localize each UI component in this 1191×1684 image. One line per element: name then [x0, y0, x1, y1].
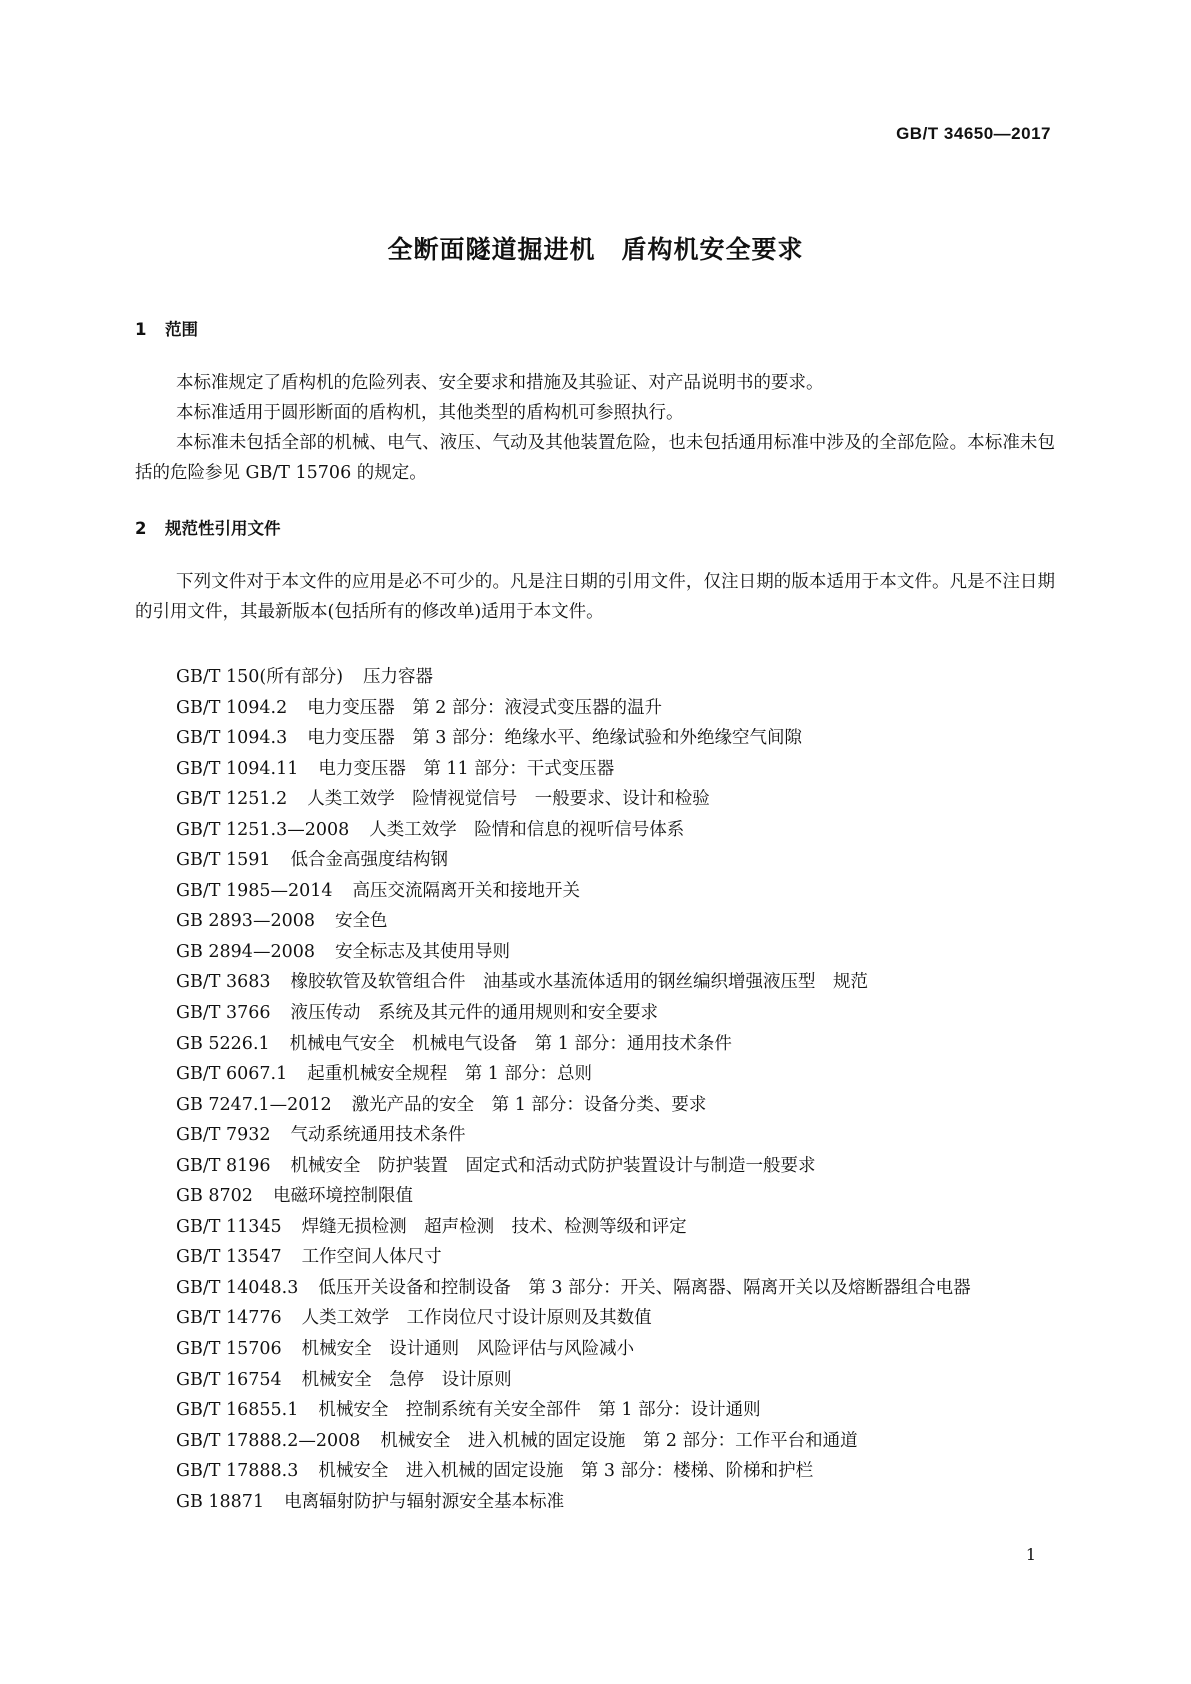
- reference-item: [176, 1303, 1076, 1334]
- reference-item: [176, 693, 1076, 724]
- reference-item: [176, 1120, 1076, 1151]
- reference-item: [176, 876, 1076, 907]
- section-1-heading: [135, 316, 198, 340]
- reference-item: [176, 906, 1076, 937]
- reference-item: [176, 1334, 1076, 1365]
- reference-item: [176, 815, 1076, 846]
- reference-item: [176, 937, 1076, 968]
- reference-title: 机械安全 设计通则 风险评估与风险减小: [301, 1339, 635, 1360]
- reference-code: GB/T 14776: [176, 1308, 282, 1329]
- reference-item: [176, 1151, 1076, 1182]
- section-1-body: [135, 368, 1055, 488]
- paragraph: 本标准适用于圆形断面的盾构机，其他类型的盾构机可参照执行。: [176, 403, 684, 423]
- reference-code: GB/T 8196: [176, 1155, 271, 1176]
- reference-code: GB/T 1094.3: [176, 728, 288, 749]
- reference-item: [176, 845, 1076, 876]
- reference-code: GB 2893—2008: [176, 911, 315, 932]
- reference-item: [176, 1059, 1076, 1090]
- reference-code: GB 5226.1: [176, 1033, 270, 1054]
- reference-title: 压力容器: [363, 667, 434, 687]
- reference-title: 低压开关设备和控制设备 第 3 部分：开关、隔离器、隔离开关以及熔断器组合电器: [318, 1277, 971, 1298]
- reference-title: 电离辐射防护与辐射源安全基本标准: [284, 1491, 565, 1512]
- reference-code: GB/T 7932: [176, 1125, 271, 1146]
- reference-title: 机械安全 急停 设计原则: [301, 1369, 512, 1390]
- paragraph: 下列文件对于本文件的应用是必不可少的。凡是注日期的引用文件，仅注日期的版本适用于本文件。凡是不注日期的引用文件，其最新版本(包括所有的修改单)适用于本文件。: [135, 572, 1055, 622]
- reference-code: GB 8702: [176, 1186, 253, 1207]
- page-number: 1: [1025, 1545, 1036, 1564]
- reference-title: 人类工效学 工作岗位尺寸设计原则及其数值: [301, 1308, 652, 1329]
- reference-title: 液压传动 系统及其元件的通用规则和安全要求: [290, 1003, 659, 1024]
- reference-title: 电力变压器 第 2 部分：液浸式变压器的温升: [307, 697, 662, 718]
- reference-code: GB/T 150(所有部分): [176, 667, 344, 687]
- reference-item: [176, 998, 1076, 1029]
- reference-code: GB/T 16855.1: [176, 1400, 299, 1421]
- section-2-heading: [135, 515, 281, 539]
- reference-title: 机械电气安全 机械电气设备 第 1 部分：通用技术条件: [289, 1033, 732, 1054]
- reference-item: [176, 1487, 1076, 1518]
- reference-code: GB/T 17888.3: [176, 1461, 299, 1482]
- reference-title: 工作空间人体尺寸: [301, 1247, 442, 1268]
- reference-title: 人类工效学 险情视觉信号 一般要求、设计和检验: [307, 789, 710, 810]
- reference-code: GB/T 13547: [176, 1247, 282, 1268]
- reference-item: [176, 1365, 1076, 1396]
- reference-item: [176, 1242, 1076, 1273]
- reference-title: 机械安全 进入机械的固定设施 第 3 部分：楼梯、阶梯和护栏: [318, 1461, 814, 1482]
- reference-item: [176, 1029, 1076, 1060]
- reference-item: [176, 1090, 1076, 1121]
- reference-item: [176, 662, 1076, 693]
- reference-title: 安全标志及其使用导则: [334, 941, 510, 962]
- paragraph: 本标准规定了盾构机的危险列表、安全要求和措施及其验证、对产品说明书的要求。: [176, 373, 824, 393]
- reference-item: [176, 1456, 1076, 1487]
- reference-item: [176, 967, 1076, 998]
- reference-item: [176, 754, 1076, 785]
- reference-code: GB 18871: [176, 1491, 265, 1512]
- reference-title: 机械安全 进入机械的固定设施 第 2 部分：工作平台和通道: [380, 1430, 858, 1451]
- standard-number: GB/T 34650—2017: [896, 124, 1051, 143]
- paragraph: 本标准未包括全部的机械、电气、液压、气动及其他装置危险，也未包括通用标准中涉及的全部危险。本标准未包括的危险参见 GB/T 15706 的规定。: [135, 433, 1055, 483]
- reference-title: 橡胶软管及软管组合件 油基或水基流体适用的钢丝编织增强液压型 规范: [290, 972, 869, 993]
- reference-item: [176, 723, 1076, 754]
- reference-title: 高压交流隔离开关和接地开关: [352, 880, 581, 901]
- reference-title: 电磁环境控制限值: [272, 1186, 413, 1207]
- reference-title: 气动系统通用技术条件: [290, 1125, 466, 1146]
- reference-code: GB/T 11345: [176, 1216, 282, 1237]
- document-title: 全断面隧道掘进机 盾构机安全要求: [387, 235, 804, 264]
- reference-code: GB/T 17888.2—2008: [176, 1430, 361, 1451]
- reference-title: 人类工效学 险情和信息的视听信号体系: [369, 819, 685, 840]
- reference-item: [176, 784, 1076, 815]
- section-number: 2: [135, 519, 147, 538]
- reference-code: GB/T 1251.2: [176, 789, 288, 810]
- reference-item: [176, 1395, 1076, 1426]
- reference-code: GB/T 3766: [176, 1003, 271, 1024]
- reference-item: [176, 1426, 1076, 1457]
- reference-title: 安全色: [334, 911, 388, 932]
- reference-code: GB/T 3683: [176, 972, 271, 993]
- reference-code: GB/T 6067.1: [176, 1064, 288, 1085]
- section-title: 范围: [165, 320, 198, 339]
- reference-title: 低合金高强度结构钢: [290, 850, 449, 871]
- section-2-body: [135, 567, 1055, 627]
- section-title: 规范性引用文件: [165, 519, 281, 538]
- reference-title: 起重机械安全规程 第 1 部分：总则: [307, 1064, 592, 1085]
- normative-references-list: [176, 662, 1076, 1517]
- reference-item: [176, 1273, 1076, 1304]
- reference-code: GB/T 15706: [176, 1339, 282, 1360]
- reference-title: 焊缝无损检测 超声检测 技术、检测等级和评定: [301, 1216, 687, 1237]
- reference-code: GB/T 1094.11: [176, 758, 299, 779]
- reference-code: GB 7247.1—2012: [176, 1094, 332, 1115]
- reference-code: GB/T 1591: [176, 850, 271, 871]
- reference-code: GB/T 1094.2: [176, 697, 288, 718]
- reference-item: [176, 1212, 1076, 1243]
- reference-code: GB 2894—2008: [176, 941, 315, 962]
- reference-code: GB/T 1251.3—2008: [176, 819, 350, 840]
- reference-title: 电力变压器 第 11 部分：干式变压器: [318, 758, 615, 779]
- reference-title: 激光产品的安全 第 1 部分：设备分类、要求: [351, 1094, 707, 1115]
- reference-title: 机械安全 控制系统有关安全部件 第 1 部分：设计通则: [318, 1400, 761, 1421]
- reference-code: GB/T 14048.3: [176, 1277, 299, 1298]
- reference-code: GB/T 16754: [176, 1369, 282, 1390]
- reference-title: 机械安全 防护装置 固定式和活动式防护装置设计与制造一般要求: [290, 1155, 816, 1176]
- section-number: 1: [135, 320, 147, 339]
- reference-item: [176, 1181, 1076, 1212]
- reference-code: GB/T 1985—2014: [176, 880, 333, 901]
- reference-title: 电力变压器 第 3 部分：绝缘水平、绝缘试验和外绝缘空气间隙: [307, 728, 802, 749]
